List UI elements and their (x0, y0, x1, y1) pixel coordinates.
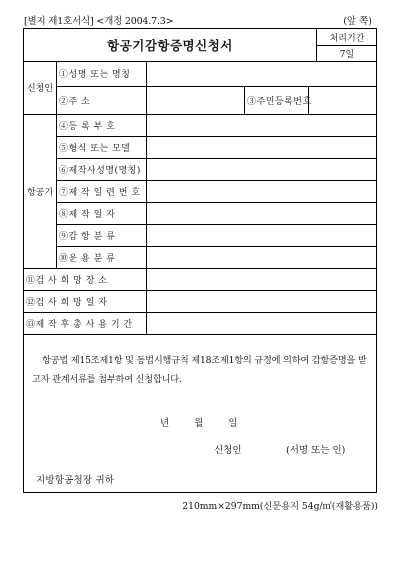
serial-number-field[interactable] (146, 181, 376, 203)
form-title: 항공기감항증명신청서 (24, 29, 316, 62)
model-field[interactable] (146, 137, 376, 159)
inspection-place-label: ⑪검 사 희 망 장 소 (24, 269, 146, 291)
recipient: 지방항공청장 귀하 (36, 475, 115, 486)
airworthiness-category-field[interactable] (146, 225, 376, 247)
registration-mark-label: ④등 록 부 호 (56, 115, 146, 137)
application-statement: 항공법 제15조제1항 및 동법시행규칙 제18조제1항의 규정에 의하여 감항증명을 받고자 관계서류를 첨부하여 신청합니다. (32, 355, 367, 385)
airworthiness-category-label: ⑨감 항 분 류 (56, 225, 146, 247)
application-form (23, 28, 377, 493)
page-side-note: (앞 쪽) (343, 16, 372, 27)
processing-period-label: 처리기간 (316, 29, 377, 46)
signature-note: (서명 또는 인) (286, 445, 346, 456)
applicant-group-label: 신청인 (24, 61, 56, 115)
inspection-date-label: ⑫검 사 희 망 일 자 (24, 291, 146, 313)
manufacturer-field[interactable] (146, 159, 376, 181)
resident-number-label: ③주민등록번호 (244, 87, 308, 115)
application-date: 년 월 일 (160, 418, 238, 429)
manufacture-date-label: ⑧제 작 일 자 (56, 203, 146, 225)
serial-number-label: ⑦제 작 일 련 번 호 (56, 181, 146, 203)
aircraft-group-label: 항공기 (24, 115, 56, 269)
model-label: ⑤형식 또는 모델 (56, 137, 146, 159)
manufacturer-label: ⑥제작사성명(명칭) (56, 159, 146, 181)
manufacture-date-field[interactable] (146, 203, 376, 225)
registration-mark-field[interactable] (146, 115, 376, 137)
name-label: ①성명 또는 명칭 (56, 61, 146, 87)
inspection-place-field[interactable] (146, 269, 376, 291)
name-field[interactable] (146, 61, 376, 87)
form-reference: [별지 제1호서식] <개정 2004.7.3> (24, 16, 174, 27)
address-label: ②주 소 (56, 87, 146, 115)
paper-spec: 210mm×297mm(신문용지 54g/㎡(재활용품)) (182, 501, 378, 512)
address-field[interactable] (146, 87, 244, 115)
operation-category-field[interactable] (146, 247, 376, 269)
operation-category-label: ⑩운 용 분 류 (56, 247, 146, 269)
resident-number-field[interactable] (308, 87, 376, 115)
processing-period-value: 7일 (316, 45, 377, 62)
total-usage-field[interactable] (146, 313, 376, 335)
applicant-signature-label: 신청인 (214, 445, 242, 456)
total-usage-label: ⑬제 작 후 총 사 용 기 간 (24, 313, 146, 335)
inspection-date-field[interactable] (146, 291, 376, 313)
